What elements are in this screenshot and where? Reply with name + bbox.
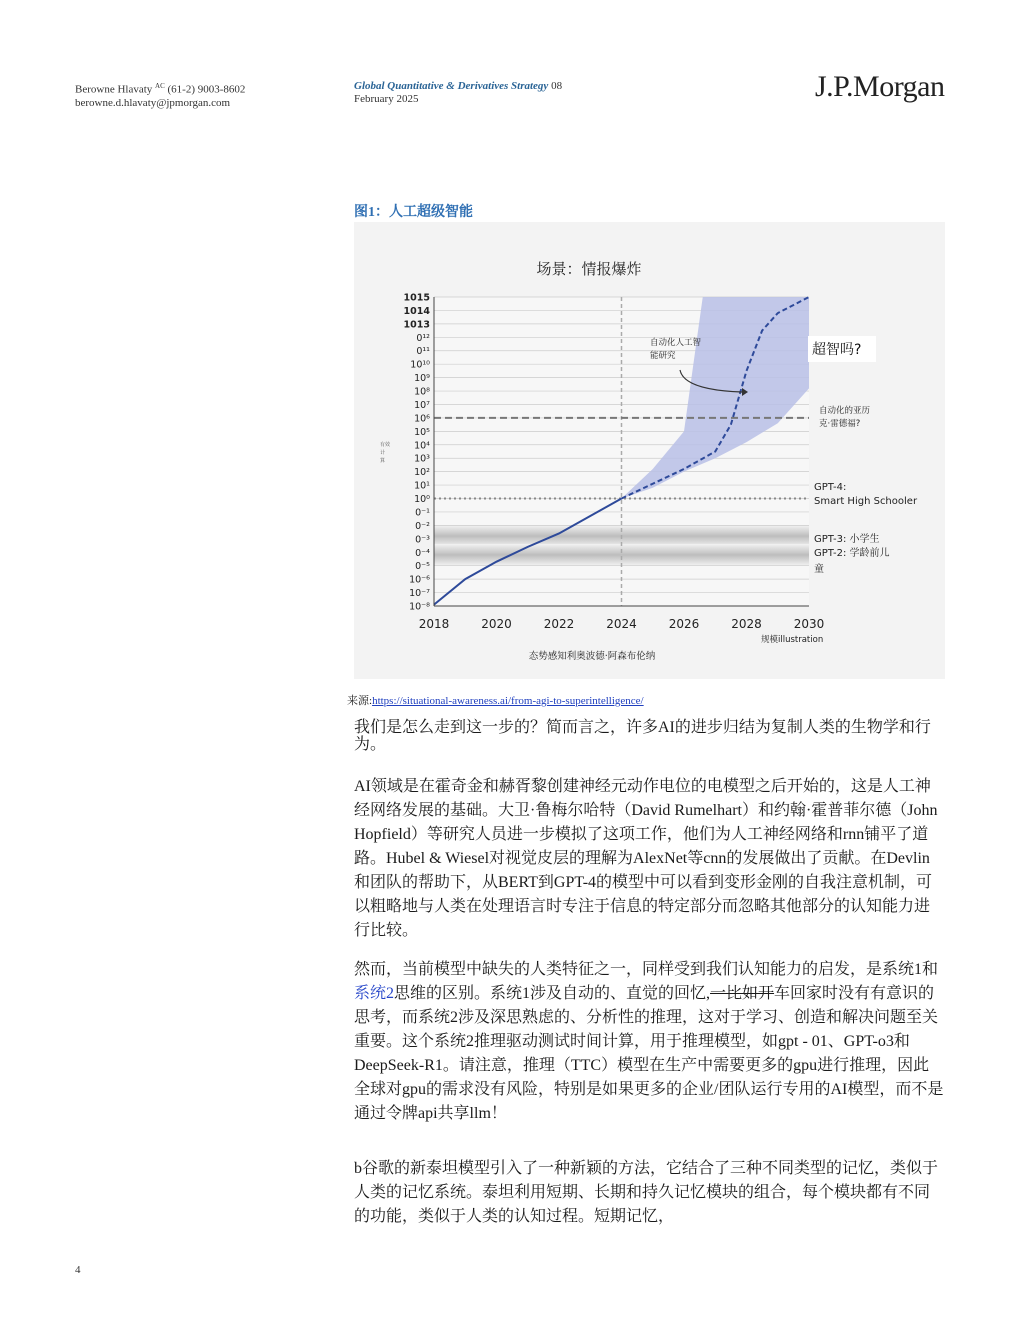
y-tick-label: 10⁹ — [414, 373, 430, 385]
annotation-bottom-right: 规模illustration — [761, 635, 824, 645]
y-tick-label: 0⁻³ — [415, 534, 430, 546]
chart-svg — [354, 222, 945, 679]
y-tick-label: 10⁰ — [414, 494, 430, 506]
annotation-auto-research-l1: 自动化人工智 — [650, 338, 702, 348]
x-tick-label: 2020 — [481, 617, 512, 631]
chart-credit: 态势感知利奥波德·阿森布伦纳 — [528, 651, 656, 662]
y-tick-label: 10⁸ — [414, 386, 430, 398]
y-tick-label: 10⁴ — [414, 440, 430, 452]
ref-label-gpt4-l2: Smart High Schooler — [814, 496, 918, 507]
author-email: berowne.d.hlavaty@jpmorgan.com — [75, 96, 231, 109]
paragraph-3 — [354, 958, 944, 1126]
x-tick-label: 2024 — [606, 617, 637, 631]
y-tick-label: 0⁻² — [415, 520, 430, 532]
y-tick-label: 10¹ — [414, 480, 430, 492]
level-label-gpt2-l2: 童 — [814, 564, 824, 575]
y-tick-label: 1013 — [403, 319, 430, 331]
figure-title: 图1：人工超级智能 — [354, 205, 473, 220]
paragraph-3-part-a: 然而，当前模型中缺失的人类特征之一，同样受到我们认知能力的启发，是系统1和 — [354, 961, 939, 978]
y-tick-label: 1014 — [403, 305, 430, 317]
paragraph-2: AI领域是在霍奇金和赫胥黎创建神经元动作电位的电模型之后开始的，这是人工神经网络发展的基础。大卫·鲁梅尔哈特（David Rumelhart）和约翰·霍普菲尔德（John Hopfield）等研究人员进一步模拟了这项工作，他们为人工神经网络和rnn铺平了道路。Hubel & Wiesel对视觉皮层的理解为AlexNet等cnn的发展做出了贡献。在Devlin和团队的帮助下，从BERT到GPT-4的模型中可以看到变形金刚的自我注意机制，可以粗略地与人类在处理语言时专注于信息的特定部分而忽略其他部分的认知能力进行比较。 — [354, 778, 938, 939]
x-tick-label: 2030 — [793, 617, 825, 631]
annotation-auto-research-l2: 能研究 — [650, 351, 676, 361]
x-tick-label: 2028 — [731, 617, 762, 631]
publication-day: 08 — [551, 80, 563, 92]
x-tick-label: 2026 — [668, 617, 700, 631]
left-label-l1: 有效 — [380, 442, 391, 448]
author-name: Berowne Hlavaty — [75, 83, 153, 96]
y-tick-label: 10⁻⁶ — [409, 574, 430, 586]
source-label: 来源: — [347, 695, 373, 707]
author-block — [75, 80, 245, 110]
paragraph-3-strike: 一比如开 — [710, 985, 775, 1002]
author-ac: AC — [155, 82, 165, 90]
y-tick-label: 10⁷ — [414, 399, 430, 411]
y-tick-label: 10¹⁰ — [410, 359, 430, 371]
level-band — [434, 544, 809, 566]
author-phone: (61-2) 9003-8602 — [167, 83, 246, 96]
publication-block — [354, 80, 562, 106]
y-tick-label: 0¹¹ — [416, 346, 430, 358]
page-number: 4 — [75, 1264, 81, 1276]
ref-label-redford-l1: 自动化的亚历 — [819, 406, 871, 416]
y-tick-label: 1015 — [403, 292, 430, 304]
y-tick-label: 10⁶ — [414, 413, 430, 425]
y-tick-label: 0⁻⁵ — [415, 561, 430, 573]
chart-container — [354, 222, 945, 679]
ref-label-gpt4-l1: GPT-4: — [814, 482, 847, 493]
publication-date: February 2025 — [354, 93, 419, 105]
annotation-super: 超智吗? — [812, 342, 862, 358]
source-link[interactable]: https://situational-awareness.ai/from-agi-to-superintelligence/ — [372, 695, 644, 707]
chart-title: 场景：情报爆炸 — [536, 260, 642, 278]
y-tick-label: 0⁻⁴ — [415, 547, 430, 559]
y-tick-label: 10³ — [414, 453, 430, 465]
y-tick-label: 0⁻¹ — [415, 507, 430, 519]
x-tick-label: 2022 — [543, 617, 575, 631]
ref-label-redford-l2: 克·雷德福? — [819, 419, 861, 429]
y-tick-label: 10² — [414, 467, 430, 479]
level-label-gpt2-l1: GPT-2: 学龄前儿 — [814, 548, 890, 559]
y-tick-label: 10⁻⁷ — [409, 588, 430, 600]
paragraph-3-part-c: 车回家时没有有意识的思考，而系统2涉及深思熟虑的、分析性的推理，这对于学习、创造和解决问题至关重要。这个系统2推理驱动测试时间计算，用于推理模型，如gpt - 01、GPT-o3和DeepSeek-R1。请注意，推理（TTC）模型在生产中需要更多的gpu进行推理，因此全球对gpu的需求没有风险，特别是如果更多的企业/团队运行专用的AI模型，而不是通过令牌api共享llm！ — [354, 985, 944, 1122]
y-tick-label: 10⁻⁸ — [409, 601, 430, 613]
x-tick-label: 2018 — [418, 617, 450, 631]
figure-source — [347, 692, 644, 708]
jpmorgan-logo: J.P.Morgan — [815, 70, 945, 103]
y-tick-label: 10⁵ — [414, 426, 430, 438]
left-label-l3: 算 — [380, 458, 386, 464]
system2-link[interactable]: 系统2 — [354, 985, 395, 1002]
y-tick-label: 0¹² — [416, 332, 430, 344]
paragraph-4: b谷歌的新泰坦模型引入了一种新颖的方法，它结合了三种不同类型的记忆，类似于人类的记忆系统。泰坦利用短期、长期和持久记忆模块的组合，每个模块都有不同的功能，类似于人类的认知过程。短期记忆， — [354, 1160, 939, 1225]
left-label-l2: 计 — [380, 450, 386, 456]
paragraph-1: 我们是怎么走到这一步的？简而言之，许多AI的进步归结为复制人类的生物学和行为。 — [354, 719, 931, 753]
publication-title: Global Quantitative & Derivatives Strategy — [354, 80, 549, 92]
paragraph-3-part-b: 思维的区别。系统1涉及自动的、直觉的回忆, — [394, 985, 711, 1002]
level-label-gpt3: GPT-3: 小学生 — [814, 534, 880, 545]
